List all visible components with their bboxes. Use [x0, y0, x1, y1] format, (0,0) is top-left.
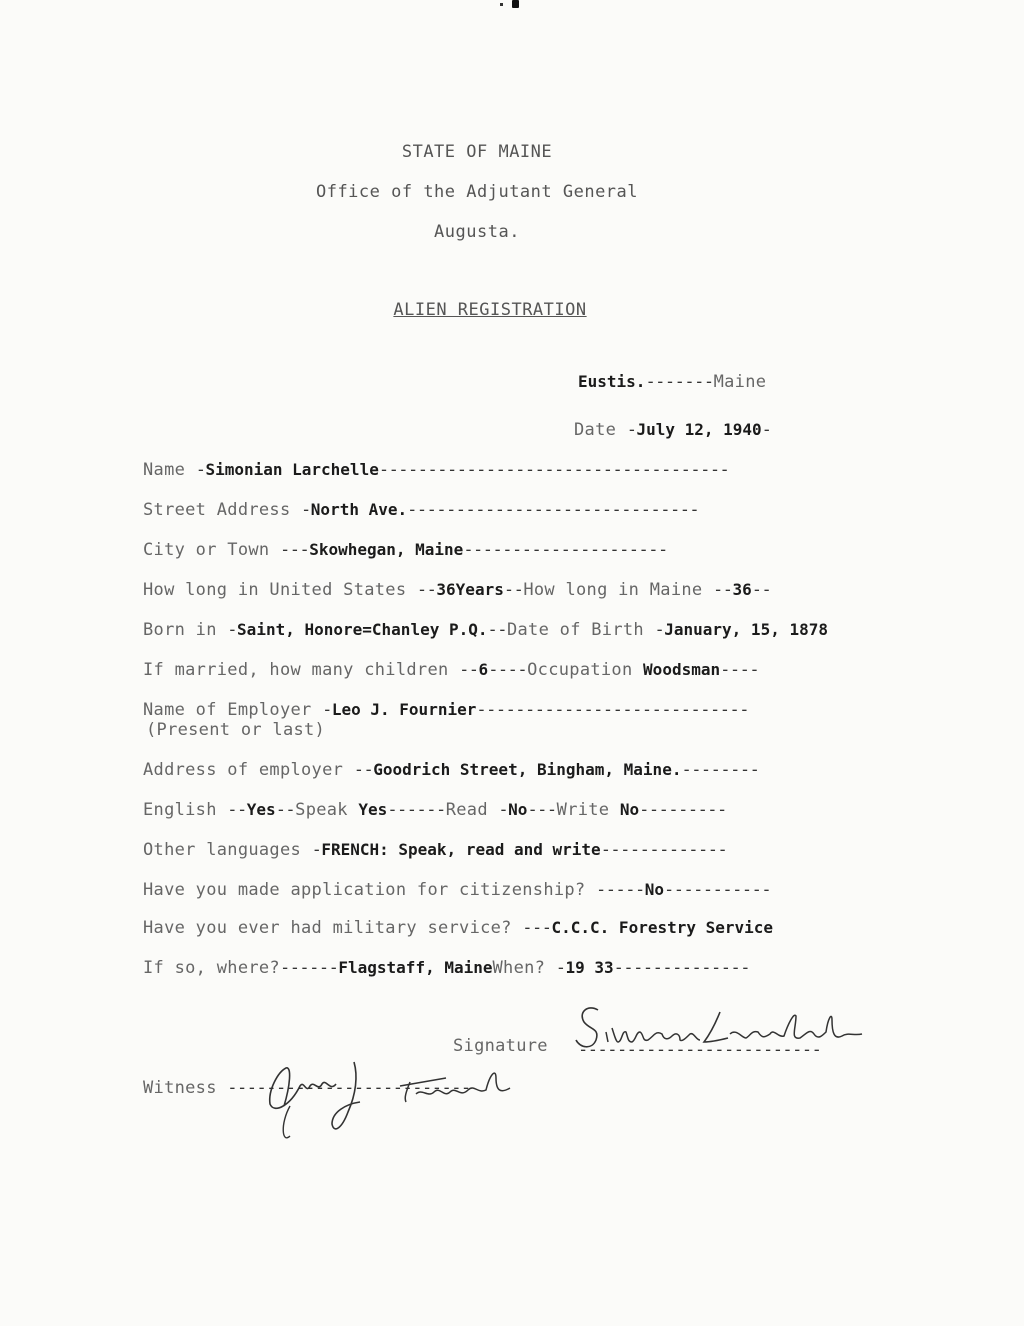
place-town-value: Eustis. — [578, 372, 646, 391]
name-row: Name -Simonian Larchelle------------------------------------ — [143, 460, 730, 480]
witness-signature-handwriting — [250, 1046, 520, 1146]
employer-value: Leo J. Fournier — [331, 700, 477, 719]
speak-label: Speak — [295, 800, 348, 820]
signature-label: Signature — [453, 1036, 548, 1056]
date-value: July 12, 1940 — [636, 420, 762, 439]
born-label: Born in — [143, 620, 217, 640]
read-value: No — [508, 800, 528, 819]
how-long-us-label: How long in United States — [143, 580, 407, 600]
military-row: Have you ever had military service? ---C.C.C. Forestry Service — [143, 918, 774, 938]
speak-value: Yes — [358, 800, 388, 819]
occupation-value: Woodsman — [643, 660, 721, 679]
employer-address-label: Address of employer — [143, 760, 344, 780]
dob-value: January, 15, 1878 — [664, 620, 828, 639]
english-row: English --Yes--Speak Yes------Read -No---Write No--------- — [143, 800, 727, 820]
signature-line: ------------------------- — [578, 1040, 822, 1060]
military-label: Have you ever had military service? — [143, 918, 512, 938]
how-long-us-value: 36Years — [436, 580, 504, 599]
other-languages-label: Other languages — [143, 840, 302, 860]
citizenship-row: Have you made application for citizenship? -----No----------- — [143, 880, 772, 900]
city-heading: Augusta. — [434, 222, 520, 242]
english-value: Yes — [246, 800, 276, 819]
other-languages-row: Other languages -FRENCH: Speak, read and write------------- — [143, 840, 728, 860]
where-row: If so, where?------Flagstaff, MaineWhen? -19 33-------------- — [143, 958, 750, 978]
when-label: When? — [492, 958, 546, 978]
employer-address-value: Goodrich Street, Bingham, Maine. — [373, 760, 682, 779]
witness-label: Witness — [143, 1078, 217, 1098]
street-label: Street Address — [143, 500, 291, 520]
citizenship-label: Have you made application for citizenship? — [143, 880, 586, 900]
children-row: If married, how many children --6----Occupation Woodsman---- — [143, 660, 760, 680]
english-label: English — [143, 800, 217, 820]
read-label: Read — [445, 800, 488, 820]
children-label: If married, how many children — [143, 660, 449, 680]
where-label: If so, where? — [143, 958, 280, 978]
citizenship-value: No — [644, 880, 664, 899]
other-languages-value: FRENCH: Speak, read and write — [321, 840, 601, 859]
employer-row: Name of Employer -Leo J. Fournier---------------------------- — [143, 700, 749, 720]
write-value: No — [619, 800, 640, 819]
scan-mark — [500, 3, 503, 6]
when-value: 19 33 — [565, 958, 614, 977]
date-line: Date -July 12, 1940- — [574, 420, 772, 440]
dob-label: Date of Birth — [506, 620, 644, 640]
signature-handwriting — [570, 998, 870, 1058]
scan-mark — [512, 0, 519, 8]
city-label: City or Town — [143, 540, 270, 560]
children-value: 6 — [478, 660, 489, 679]
born-value: Saint, Honore=Chanley P.Q. — [237, 620, 488, 639]
place-state-label: Maine — [713, 372, 767, 392]
how-long-maine-value: 36 — [732, 580, 752, 599]
city-value: Skowhegan, Maine — [309, 540, 464, 559]
city-row: City or Town ---Skowhegan, Maine--------------------- — [143, 540, 668, 560]
born-row: Born in -Saint, Honore=Chanley P.Q.--Date of Birth -January, 15, 1878 — [143, 620, 828, 640]
how-long-maine-label: How long in Maine — [523, 580, 703, 600]
street-row: Street Address -North Ave.------------------------------ — [143, 500, 700, 520]
form-title: ALIEN REGISTRATION — [393, 300, 587, 320]
state-heading: STATE OF MAINE — [401, 142, 553, 162]
witness-row: Witness ------------------------- — [143, 1078, 471, 1098]
how-long-row: How long in United States --36Years--How long in Maine --36-- — [143, 580, 772, 600]
name-label: Name — [143, 460, 186, 480]
occupation-label: Occupation — [527, 660, 633, 680]
write-label: Write — [556, 800, 610, 820]
where-value: Flagstaff, Maine — [338, 958, 493, 977]
office-heading: Office of the Adjutant General — [315, 182, 639, 202]
employer-sublabel: (Present or last) — [146, 720, 326, 740]
employer-address-row: Address of employer --Goodrich Street, Bingham, Maine.-------- — [143, 760, 760, 780]
street-value: North Ave. — [310, 500, 408, 519]
military-value: C.C.C. Forestry Service — [551, 918, 774, 937]
date-label: Date — [574, 420, 617, 440]
employer-label: Name of Employer — [143, 700, 312, 720]
name-value: Simonian Larchelle — [205, 460, 379, 479]
place-line: Eustis.-------Maine — [578, 372, 767, 392]
